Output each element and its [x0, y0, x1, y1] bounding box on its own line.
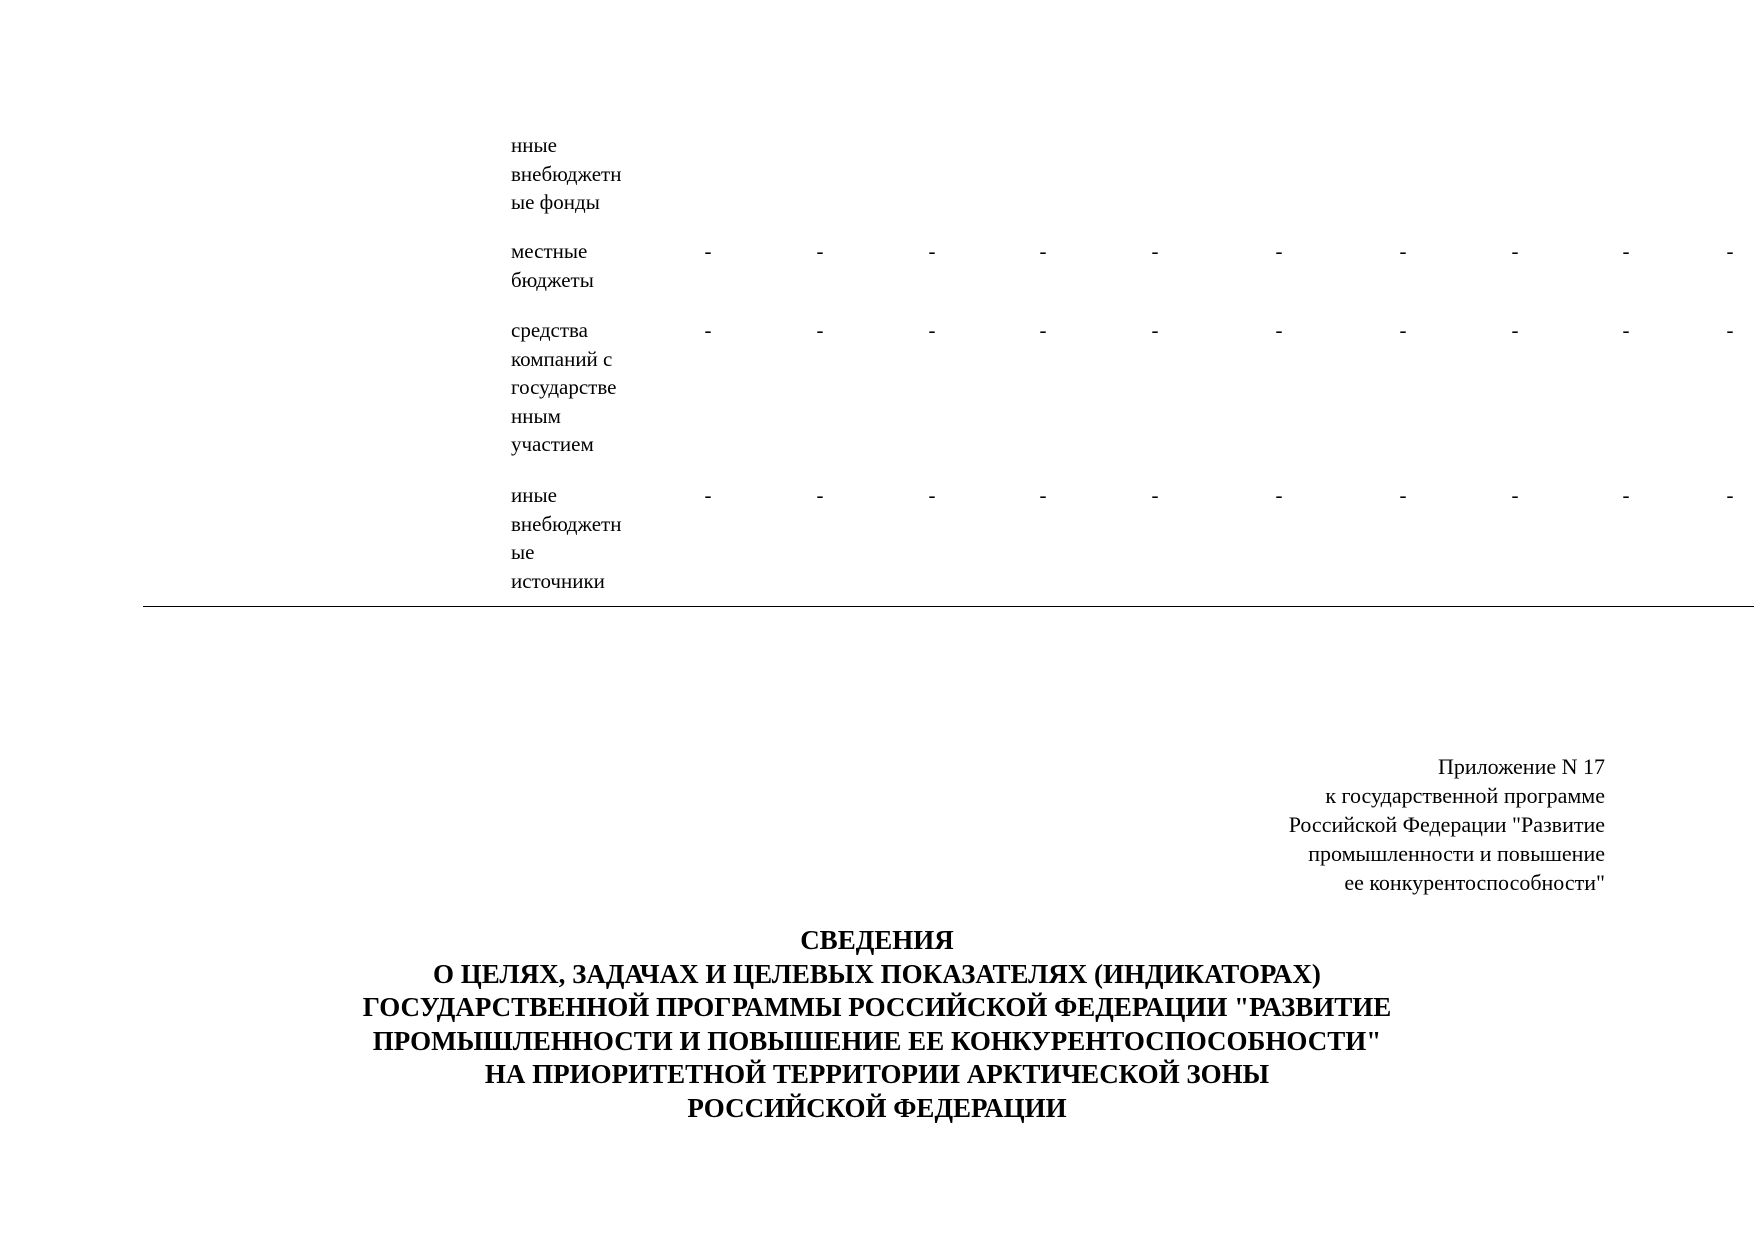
title-line: СВЕДЕНИЯ — [800, 925, 954, 955]
table-cell: - — [928, 318, 936, 342]
row-label: средства компаний с государстве нным участием — [511, 318, 617, 456]
table-cell: - — [704, 483, 712, 507]
table-cell: - — [1151, 318, 1159, 342]
table-cell: - — [816, 239, 824, 263]
title-line: ПРОМЫШЛЕННОСТИ И ПОВЫШЕНИЕ ЕЕ КОНКУРЕНТОСПОСОБНОСТИ" — [372, 1025, 1382, 1056]
appendix-reference — [1085, 752, 1605, 897]
table-cell: - — [704, 318, 712, 342]
table-cell: - — [1151, 483, 1159, 507]
table-cell: - — [704, 239, 712, 263]
table-cell: - — [816, 483, 824, 507]
table-cell: - — [1511, 239, 1519, 263]
table-cell: - — [1039, 239, 1047, 263]
table-cell: - — [1399, 483, 1407, 507]
table-cell: - — [1511, 318, 1519, 342]
table-cell: - — [928, 239, 936, 263]
row-label: нные внебюджетн ые фонды — [511, 133, 622, 214]
appendix-line: к государственной программе — [1325, 783, 1605, 808]
table-cell: - — [1275, 318, 1283, 342]
table-cell: - — [1399, 239, 1407, 263]
table-bottom-rule — [143, 606, 1754, 607]
appendix-line: Приложение N 17 — [1438, 754, 1605, 779]
table-cell: - — [928, 483, 936, 507]
title-line: РОССИЙСКОЙ ФЕДЕРАЦИИ — [687, 1092, 1067, 1123]
table-cell: - — [1622, 239, 1630, 263]
title-line: НА ПРИОРИТЕТНОЙ ТЕРРИТОРИИ АРКТИЧЕСКОЙ ЗОНЫ — [484, 1059, 1270, 1089]
table-cell: - — [1726, 483, 1734, 507]
table-cell: - — [1622, 318, 1630, 342]
table-cell: - — [1726, 318, 1734, 342]
row-label: местные бюджеты — [511, 239, 594, 292]
row-label: иные внебюджетн ые источники — [511, 483, 622, 593]
appendix-line: ее конкурентоспособности" — [1344, 870, 1605, 895]
appendix-line: промышленности и повышение — [1308, 841, 1605, 866]
table-cell: - — [1511, 483, 1519, 507]
table-cell: - — [1039, 483, 1047, 507]
table-cell: - — [1151, 239, 1159, 263]
title-line: О ЦЕЛЯХ, ЗАДАЧАХ И ЦЕЛЕВЫХ ПОКАЗАТЕЛЯХ (ИНДИКАТОРАХ) — [433, 958, 1321, 989]
table-cell: - — [1726, 239, 1734, 263]
appendix-line: Российской Федерации "Развитие — [1288, 812, 1605, 837]
table-cell: - — [1039, 318, 1047, 342]
table-cell: - — [1622, 483, 1630, 507]
table-cell: - — [1399, 318, 1407, 342]
table-cell: - — [1275, 239, 1283, 263]
document-title — [277, 924, 1477, 1125]
table-cell: - — [816, 318, 824, 342]
title-line: ГОСУДАРСТВЕННОЙ ПРОГРАММЫ РОССИЙСКОЙ ФЕДЕРАЦИИ "РАЗВИТИЕ — [362, 992, 1392, 1022]
table-cell: - — [1275, 483, 1283, 507]
